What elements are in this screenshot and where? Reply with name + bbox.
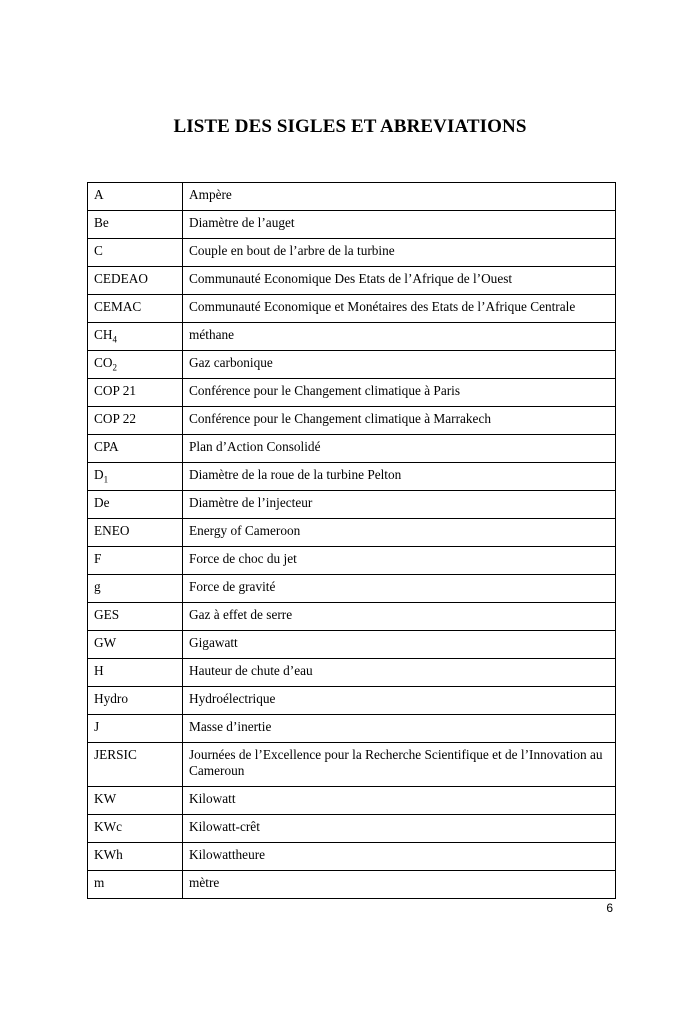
abbreviation-cell: COP 21 <box>88 379 183 407</box>
table-row <box>88 211 616 239</box>
abbreviation-cell <box>88 351 183 379</box>
definition-cell: Hauteur de chute d’eau <box>183 659 616 687</box>
table-row <box>88 743 616 787</box>
table-row <box>88 295 616 323</box>
abbreviation-cell: g <box>88 575 183 603</box>
definition-cell: Gigawatt <box>183 631 616 659</box>
abbreviation-cell: KWh <box>88 843 183 871</box>
table-row <box>88 715 616 743</box>
table-row <box>88 871 616 899</box>
abbreviation-cell: JERSIC <box>88 743 183 787</box>
page-number: 6 <box>606 901 613 915</box>
abbreviation-cell: CPA <box>88 435 183 463</box>
definition-cell: Gaz à effet de serre <box>183 603 616 631</box>
abbreviation-cell: ENEO <box>88 519 183 547</box>
definition-cell: Diamètre de la roue de la turbine Pelton <box>183 463 616 491</box>
abbreviation-cell: m <box>88 871 183 899</box>
definition-cell: Conférence pour le Changement climatique à Paris <box>183 379 616 407</box>
definition-cell: Force de gravité <box>183 575 616 603</box>
definition-cell: mètre <box>183 871 616 899</box>
table-row <box>88 787 616 815</box>
table-row <box>88 631 616 659</box>
abbreviation-subscript: 1 <box>103 474 109 485</box>
abbreviation-base: D <box>94 467 104 482</box>
table-row <box>88 547 616 575</box>
abbreviation-cell: H <box>88 659 183 687</box>
abbreviation-cell: De <box>88 491 183 519</box>
table-row <box>88 603 616 631</box>
table-row <box>88 687 616 715</box>
table-row <box>88 351 616 379</box>
definition-cell: Conférence pour le Changement climatique à Marrakech <box>183 407 616 435</box>
abbreviations-table <box>87 182 616 899</box>
abbreviation-subscript: 2 <box>112 362 117 373</box>
table-row <box>88 519 616 547</box>
table-row <box>88 323 616 351</box>
definition-cell: Gaz carbonique <box>183 351 616 379</box>
abbreviation-cell: KW <box>88 787 183 815</box>
definition-cell: méthane <box>183 323 616 351</box>
table-row <box>88 239 616 267</box>
abbreviation-cell: Be <box>88 211 183 239</box>
abbreviation-cell <box>88 323 183 351</box>
table-row <box>88 379 616 407</box>
definition-cell: Kilowatt <box>183 787 616 815</box>
abbreviation-base: CO <box>94 355 113 370</box>
abbreviation-cell: GES <box>88 603 183 631</box>
abbreviation-base: CH <box>94 327 113 342</box>
abbreviation-cell: KWc <box>88 815 183 843</box>
table-row <box>88 575 616 603</box>
definition-cell: Diamètre de l’injecteur <box>183 491 616 519</box>
definition-cell: Kilowatt-crêt <box>183 815 616 843</box>
definition-cell: Kilowattheure <box>183 843 616 871</box>
table-row <box>88 463 616 491</box>
page-title: LISTE DES SIGLES ET ABREVIATIONS <box>173 116 527 137</box>
table-row <box>88 815 616 843</box>
abbreviation-cell: C <box>88 239 183 267</box>
abbreviations-table-body <box>88 183 616 899</box>
abbreviation-cell: COP 22 <box>88 407 183 435</box>
definition-cell: Journées de l’Excellence pour la Recherche Scientifique et de l’Innovation au Cameroun <box>183 743 616 787</box>
table-row <box>88 491 616 519</box>
definition-cell: Communauté Economique Des Etats de l’Afrique de l’Ouest <box>183 267 616 295</box>
definition-cell: Hydroélectrique <box>183 687 616 715</box>
abbreviation-cell: F <box>88 547 183 575</box>
definition-cell: Ampère <box>183 183 616 211</box>
definition-cell: Communauté Economique et Monétaires des Etats de l’Afrique Centrale <box>183 295 616 323</box>
definition-cell: Diamètre de l’auget <box>183 211 616 239</box>
table-row <box>88 435 616 463</box>
definition-cell: Couple en bout de l’arbre de la turbine <box>183 239 616 267</box>
abbreviation-subscript: 4 <box>112 334 117 345</box>
abbreviation-cell: CEDEAO <box>88 267 183 295</box>
definition-cell: Masse d’inertie <box>183 715 616 743</box>
abbreviation-cell: Hydro <box>88 687 183 715</box>
abbreviation-cell: J <box>88 715 183 743</box>
table-row <box>88 183 616 211</box>
abbreviation-cell: A <box>88 183 183 211</box>
table-row <box>88 843 616 871</box>
definition-cell: Plan d’Action Consolidé <box>183 435 616 463</box>
definition-cell: Force de choc du jet <box>183 547 616 575</box>
definition-cell: Energy of Cameroon <box>183 519 616 547</box>
table-row <box>88 659 616 687</box>
table-row <box>88 267 616 295</box>
abbreviation-cell: GW <box>88 631 183 659</box>
table-row <box>88 407 616 435</box>
abbreviation-cell <box>88 463 183 491</box>
abbreviation-cell: CEMAC <box>88 295 183 323</box>
